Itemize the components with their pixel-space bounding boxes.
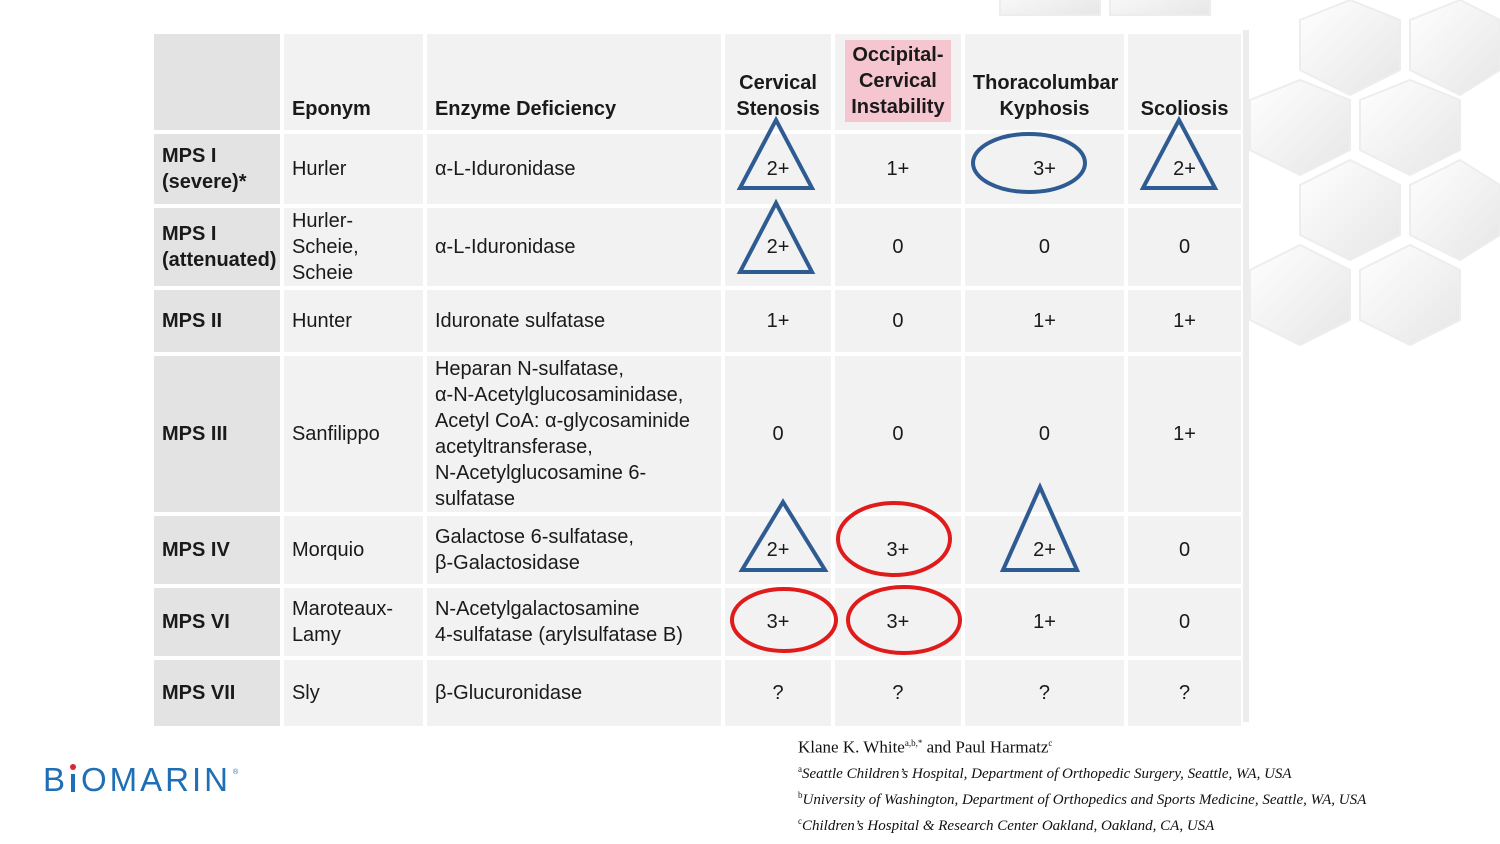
table-row: [154, 660, 1241, 726]
enzyme-line: 4-sulfatase (arylsulfatase B): [434, 624, 683, 646]
enzyme-line: β-Galactosidase: [434, 552, 580, 574]
enzyme-cell: [427, 660, 721, 726]
affiliation-b-text: University of Washington, Department of Orthopedics and Sports Medicine, Seattle, WA, USA: [802, 791, 1367, 808]
cervical-value-cell: 2+: [725, 134, 831, 204]
scoliosis-value-cell: 1+: [1128, 290, 1241, 352]
enzyme-cell: [427, 356, 721, 512]
cervical-value-cell: 1+: [725, 290, 831, 352]
eponym-line: Scheie: [291, 262, 354, 284]
citation-authors: [798, 732, 1366, 759]
eponym-line: Lamy: [291, 624, 341, 646]
row-label-line: (severe)*: [162, 171, 247, 193]
affiliation-b: [798, 785, 1366, 811]
svg-text:®: ®: [233, 769, 239, 776]
enzyme-line: α-L-Iduronidase: [434, 158, 576, 180]
affiliation-a-mark: a: [798, 763, 802, 774]
kyphosis-value-cell: 2+: [965, 516, 1124, 584]
occipital-value-cell: 1+: [835, 134, 961, 204]
eponym-cell: [284, 208, 423, 286]
affiliation-b-mark: b: [798, 789, 803, 800]
enzyme-line: Acetyl CoA: α-glycosaminide: [434, 410, 690, 432]
affiliation-c-mark: c: [798, 815, 802, 826]
enzyme-cell: [427, 134, 721, 204]
row-label-cell: [154, 290, 280, 352]
header-cervical-stenosis: [725, 34, 831, 130]
scoliosis-value-cell: 1+: [1128, 356, 1241, 512]
eponym-line: Sanfilippo: [291, 423, 380, 445]
enzyme-cell: [427, 290, 721, 352]
author-white: Klane K. White: [798, 737, 905, 757]
kyphosis-value-cell: 1+: [965, 588, 1124, 656]
header-occipital-highlight: [845, 40, 950, 122]
table-row: [154, 588, 1241, 656]
author-harmatz: and Paul Harmatz: [922, 737, 1049, 757]
row-label-line: MPS I: [162, 145, 217, 167]
table-row: [154, 134, 1241, 204]
citation-block: [798, 732, 1366, 837]
scoliosis-value-cell: ?: [1128, 660, 1241, 726]
row-label-cell: [154, 208, 280, 286]
affiliation-a: [798, 759, 1366, 785]
occipital-value-cell: 0: [835, 290, 961, 352]
occipital-value-cell: 0: [835, 208, 961, 286]
table-row: [154, 290, 1241, 352]
cervical-value-cell: ?: [725, 660, 831, 726]
occipital-value-cell: 3+: [835, 588, 961, 656]
affiliation-c: [798, 811, 1366, 837]
enzyme-cell: [427, 208, 721, 286]
kyphosis-value-cell: ?: [965, 660, 1124, 726]
row-label-cell: [154, 660, 280, 726]
eponym-line: Morquio: [291, 539, 365, 561]
eponym-cell: [284, 290, 423, 352]
kyphosis-value-cell: 3+: [965, 134, 1124, 204]
row-label-line: MPS I: [162, 223, 217, 245]
header-kyphosis-line-2: Kyphosis: [999, 98, 1090, 120]
header-occipital-cervical-instability: [835, 34, 961, 130]
svg-text:OMARIN: OMARIN: [81, 761, 231, 798]
cervical-value-cell: 3+: [725, 588, 831, 656]
scoliosis-value-cell: 0: [1128, 516, 1241, 584]
enzyme-line: N-Acetylglucosamine 6-sulfatase: [434, 462, 647, 510]
enzyme-line: Iduronate sulfatase: [434, 310, 606, 332]
row-label-line: MPS III: [162, 423, 228, 445]
row-label-line: MPS IV: [162, 539, 230, 561]
header-enzyme-deficiency: Enzyme Deficiency: [427, 34, 721, 130]
eponym-cell: [284, 134, 423, 204]
svg-text:B: B: [43, 761, 69, 798]
eponym-line: Sly: [291, 682, 320, 704]
mps-spine-table-panel: [150, 30, 1245, 722]
scoliosis-value-cell: 0: [1128, 588, 1241, 656]
header-corner-cell: [154, 34, 280, 130]
header-kyphosis-line-1: Thoracolumbar: [972, 72, 1119, 94]
header-thoracolumbar-kyphosis: [965, 34, 1124, 130]
occipital-value-cell: ?: [835, 660, 961, 726]
occipital-value-cell: 3+: [835, 516, 961, 584]
eponym-cell: [284, 356, 423, 512]
row-label-line: MPS VII: [162, 682, 236, 704]
scoliosis-value-cell: 2+: [1128, 134, 1241, 204]
enzyme-cell: [427, 516, 721, 584]
header-eponym: Eponym: [284, 34, 423, 130]
enzyme-line: β-Glucuronidase: [434, 682, 583, 704]
header-occipital-line-3: Instability: [851, 96, 945, 118]
kyphosis-value-cell: 1+: [965, 290, 1124, 352]
header-occipital-line-1: Occipital-: [852, 44, 944, 66]
eponym-line: Hurler: [291, 158, 347, 180]
affiliation-a-text: Seattle Children’s Hospital, Department of Orthopedic Surgery, Seattle, WA, USA: [802, 765, 1292, 782]
kyphosis-value-cell: 0: [965, 356, 1124, 512]
row-label-cell: [154, 588, 280, 656]
enzyme-line: N-Acetylgalactosamine: [434, 598, 640, 620]
eponym-line: Hurler-Scheie,: [291, 210, 359, 258]
kyphosis-value-cell: 0: [965, 208, 1124, 286]
row-label-line: MPS II: [162, 310, 223, 332]
eponym-line: Hunter: [291, 310, 352, 332]
affiliation-c-text: Children’s Hospital & Research Center Oakland, Oakland, CA, USA: [802, 817, 1215, 834]
eponym-cell: [284, 660, 423, 726]
eponym-line: Maroteaux-: [291, 598, 394, 620]
row-label-cell: [154, 516, 280, 584]
table-row: [154, 356, 1241, 512]
row-label-cell: [154, 134, 280, 204]
enzyme-cell: [427, 588, 721, 656]
enzyme-line: Galactose 6-sulfatase,: [434, 526, 634, 548]
cervical-value-cell: 0: [725, 356, 831, 512]
author-white-marks: a,b,*: [904, 738, 923, 748]
enzyme-line: acetyltransferase,: [434, 436, 593, 458]
author-harmatz-mark: c: [1048, 738, 1053, 748]
row-label-line: (attenuated): [162, 249, 277, 271]
mps-spine-table: [150, 30, 1245, 730]
biomarin-logo: [43, 760, 243, 800]
enzyme-line: α-L-Iduronidase: [434, 236, 576, 258]
header-cervical-line-1: Cervical: [739, 72, 817, 94]
table-right-edge: [1243, 30, 1249, 722]
header-cervical-line-2: Stenosis: [736, 98, 820, 120]
row-label-line: MPS VI: [162, 611, 230, 633]
occipital-value-cell: 0: [835, 356, 961, 512]
cervical-value-cell: 2+: [725, 516, 831, 584]
header-scoliosis: Scoliosis: [1128, 34, 1241, 130]
eponym-cell: [284, 516, 423, 584]
eponym-cell: [284, 588, 423, 656]
table-row: [154, 208, 1241, 286]
table-row: [154, 516, 1241, 584]
scoliosis-value-cell: 0: [1128, 208, 1241, 286]
enzyme-line: α-N-Acetylglucosaminidase,: [434, 384, 684, 406]
header-occipital-line-2: Cervical: [858, 70, 937, 92]
enzyme-line: Heparan N-sulfatase,: [434, 358, 624, 380]
cervical-value-cell: 2+: [725, 208, 831, 286]
row-label-cell: [154, 356, 280, 512]
